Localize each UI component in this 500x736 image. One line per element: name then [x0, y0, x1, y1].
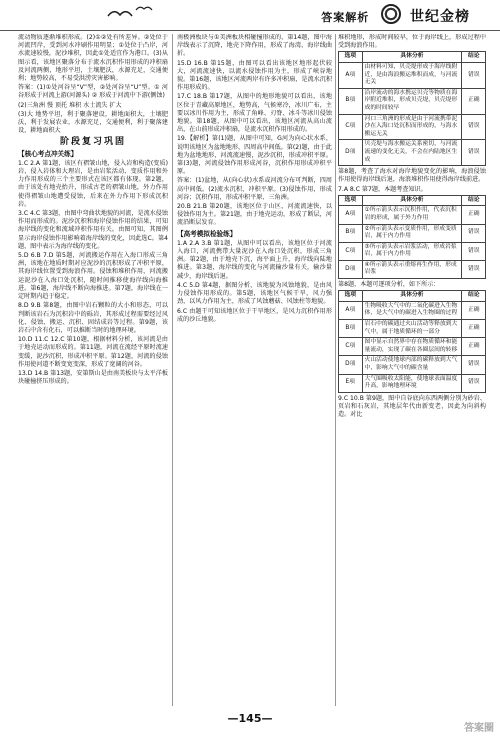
section-title: 阶段复习巩固 [59, 137, 126, 148]
paragraph: (2)三角洲 慢 顶托 堆积 水土流失 扩大 [18, 101, 122, 109]
table-cell: D项 [339, 260, 363, 278]
table-cell: 正确 [462, 88, 486, 114]
section-subtitle: 【核心考点冲关练】 [18, 149, 78, 158]
table-cell: 图中显示自然界中存在物质循环和能量流动，实现了碳在各圈层间的转移 [362, 338, 462, 356]
table-cell: 错误 [462, 242, 486, 260]
table-header: 选项 [339, 291, 363, 302]
table-cell: 正确 [462, 301, 486, 319]
table-header: 具体分析 [362, 195, 462, 206]
table-cell: C项 [339, 242, 363, 260]
analysis-table-3 [338, 290, 486, 393]
column-2 [177, 34, 332, 706]
paragraph: 流动物质逐渐堆积形成。(2)①②处有所差异。②处位于河流凹岸，受到河水冲刷作用明显；①处位于凸岸，河水流速较慢，泥沙堆积，因此①处适宜作为港口。(3)从图示看，该地区聚落分布于流水沉积作用形成的冲积扇及河流两侧，地形平坦，土壤肥沃，水源充足，交通便利；地势较高，不易受洪涝灾害影响。 [18, 34, 168, 83]
paragraph: (3)大 地势平坦，利于聚落建设，耕地面积大，土壤肥沃，利于发展农业，水源充足，交通便利，利于聚落建设，耕地面积大 [18, 110, 168, 135]
table-row [339, 301, 486, 319]
paragraph: 第8题，考查了海水对海岸地貌变化的影响，海浪侵蚀作用使得海岸线后退，海浪堆积作用使得海岸线前进。 [338, 168, 486, 184]
answer-paragraph: 3.C 4.C 第3题，由图中弯曲状地貌的河流，是流水侵蚀作用而形成的。泥沙沉积和海岸侵蚀作用的结果，可知海岸线的变化和流域冲积作用有关。由图可知，其图例显示海岸侵蚀作用影响着海岸线的变化，因此选C。第4题，图中表示为海岸线的变化。 [18, 210, 168, 250]
table-row [339, 224, 486, 242]
table-header: 具体分析 [362, 291, 462, 302]
answer-paragraph: 20.B 21.B 第20题，该地区位于山区，河流流速快，以侵蚀作用为主。第21题，由于地壳运动，形成了断层，河流沿断层发育。 [177, 203, 332, 227]
table-header: 结论 [462, 291, 486, 302]
answer-paragraph: 1.C 2.A 第1题，该区有褶皱山地，侵入岩和构造(变质)岩，侵入岩体和大理岩，是由岩浆活动、变质作用和外力作用形成的三个主要形式在该区都有体现。第2题，由于该处有地壳抬升，形成古老的褶皱山地，外力作用使得褶皱山地遭受侵蚀，后来在外力作用下形成沉积岩。 [18, 159, 168, 208]
birds-icon [104, 2, 164, 24]
paragraph: 堆积地形，形成时间较早，位于海岸线上，形成过程中受到海浪作用。 [338, 34, 486, 50]
table-cell: 大气圈吸收太阳能，使地球表面温度升高，影响地理环境 [362, 374, 462, 392]
table-cell: 错误 [462, 260, 486, 278]
paragraph: 答案：(1)①处河谷呈“V”型，②处河谷呈“U”型。① 河谷形成于河流上游(河源头) ② 形成于河流中下游(侧蚀) [18, 84, 168, 100]
answer-paragraph: 4.C 5.D 第4题，据图分析，该地貌为风蚀地貌，是由风力侵蚀作用形成的。第5题，该地区气候干旱，风力强劲，以风力作用为主，形成了风蚀蘑菇、风蚀柱等地貌。 [177, 281, 332, 306]
paragraph: 15.D 16.B 第15题，由图可以看出该地区地形起伏较大，河流流速快，以流水侵蚀作用为主，形成了峡谷地貌。第16题，该地区河流两岸有许多冲积扇，是流水沉积作用形成的。 [177, 59, 332, 92]
table-row [339, 242, 486, 260]
answer-paragraph: 8.D 9.B 第8题，由图中岩石颗粒的大小和形态，可以判断该岩石为沉积岩中的砾岩，其形成过程需要经过风化、侵蚀、搬运、沉积、固结成岩等过程。第9题，该岩石中含有化石，可以推断当时的地理环境。 [18, 302, 168, 334]
table-header-row [339, 195, 486, 206]
table-cell: B项 [339, 320, 363, 338]
table-cell: 火山活动使地球内部的碳释放到大气中，影响大气中的碳含量 [362, 356, 462, 374]
table-cell: C项 [339, 338, 363, 356]
brand-logo-icon [381, 4, 401, 24]
table-cell: ②所示箭头表示变质作用，形成变质岩，属于内力作用 [362, 224, 462, 242]
table-cell: 错误 [462, 114, 486, 140]
table-cell: ①所示箭头表示沉积作用，代表沉积岩的形成，属于外力作用 [362, 206, 462, 224]
table-header: 结论 [462, 52, 486, 63]
answer-paragraph: 答案：(1)盆地，从(向心状)水系或河流分布可判断，四周高中间低。(2)流水沉积，冲积平原。(3)侵蚀作用，形成河谷；沉积作用，形成冲积平原、三角洲。 [177, 177, 332, 201]
table-cell: 错误 [462, 224, 486, 242]
column-divider [172, 34, 173, 706]
table-row [339, 63, 486, 89]
table-cell: 由材料可知，贝壳堤形成于海岸线附近，是由海浪搬运堆积而成，与河流无关 [362, 63, 462, 89]
brand [321, 4, 470, 26]
table-cell: A项 [339, 206, 363, 224]
answer-paragraph: 13.D 14.B 第13题，安第斯山是由南美板块与太平洋板块碰撞挤压形成的。 [18, 369, 168, 386]
table-cell: C项 [339, 114, 363, 140]
brand-name: 世纪金榜 [410, 9, 470, 25]
table-cell: D项 [339, 356, 363, 374]
analysis-table-2 [338, 195, 486, 279]
table-row [339, 374, 486, 392]
table-cell: 贝壳堤与海水搬运关系密切，与河流流速的变化无关，不会在内陆地区生成 [362, 140, 462, 166]
table-cell: B项 [339, 88, 363, 114]
table-cell: 正确 [462, 338, 486, 356]
table-cell: 错误 [462, 374, 486, 392]
answer-paragraph: 17.C 18.B 第17题，从图中的地形地貌可以看出，该地区位于青藏高原地区，地势高，气候寒冷，冰川广布，主要以冰川作用为主，形成了角峰、刃脊、冰斗等冰川侵蚀地貌。第18题，从图中可以看出，该地区河流从高山流出，在山前形成冲积扇，是流水沉积作用形成的。 [177, 93, 332, 134]
table-header-row [339, 52, 486, 63]
answer-paragraph: 10.D 11.C 12.C 第10题，根据材料分析，该河流是由于地壳运动而形成的。第11题，河流在流经平原时流速变缓，泥沙沉积，形成冲积平原。第12题，河流的侵蚀作用使河道不断变宽变深，形成了宽阔的河谷。 [18, 336, 168, 368]
table-cell: 岩石中的碳通过火山活动等释放到大气中，属于地质循环的一部分 [362, 320, 462, 338]
table-cell: 正确 [462, 320, 486, 338]
header-subtitle: 答案解析 [321, 11, 370, 24]
table-cell: A项 [339, 63, 363, 89]
answer-paragraph: 7.A 8.C 第7题，本题考查知识。 [338, 185, 427, 193]
paragraph: 南极洲板块与①美洲板块相碰撞形成的，第14题，图中海岸线表示了沉降，地壳下降作用，形成了海湾，海岸线曲折。 [177, 34, 332, 58]
answer-paragraph: 6.C 由题干可知该地区位于干旱地区，是风力沉积作用形成的沙丘地貌。 [177, 307, 332, 323]
table-cell: A项 [339, 301, 363, 319]
table-cell: ③所示箭头表示岩浆活动，形成岩浆岩，属于内力作用 [362, 242, 462, 260]
table-header: 结论 [462, 195, 486, 206]
table-header: 具体分析 [362, 52, 462, 63]
table-cell: D项 [339, 140, 363, 166]
column-3 [338, 34, 486, 706]
table-row [339, 338, 486, 356]
table-cell: 正确 [462, 206, 486, 224]
section-subtitle: 【高考模拟检验练】 [177, 229, 237, 238]
table-cell: ④所示箭头表示重熔再生作用，形成岩浆 [362, 260, 462, 278]
watermark: 答案圈 [464, 723, 494, 734]
table-cell: B项 [339, 224, 363, 242]
table-cell: 错误 [462, 140, 486, 166]
table-row [339, 320, 486, 338]
table-cell: E项 [339, 374, 363, 392]
table-row [339, 356, 486, 374]
paragraph: 第8题，本题可逐项分析，如下所示： [338, 281, 440, 289]
column-1 [18, 34, 168, 706]
table-row [339, 140, 486, 166]
table-header-row [339, 291, 486, 302]
answer-paragraph: 5.D 6.B 7.D 第5题，河流搬运作用在入海口形成三角洲，该地在地质时期对应泥沙的沉积形成了冲积平原，其海岸线位置受到海浪作用。侵蚀和堆积作用，河流搬运泥沙在入海口处沉积，随时间推移使海岸线向海推进。第6题，海岸线不断向海推进。第7题，海岸线在一定时期内趋于稳定。 [18, 252, 168, 301]
answer-paragraph: 1.A 2.A 3.B 第1题，从图中可以看出，该地区位于河流入海口，河流携带大量泥沙在入海口处沉积，形成三角洲。第2题，由于地壳下沉，海平面上升，海岸线向陆地推进。第3题，海岸线的变化与河流输沙量有关，输沙量减少，海岸线后退。 [177, 239, 332, 280]
table-cell: 河口三角洲的形成是由于河流携带泥沙在入海口处沉积而形成的，与海水搬运无关 [362, 114, 462, 140]
answer-paragraph: 9.C 10.B 第9题，图中自谷底向东西两侧分别为砂岩、页岩和石灰岩，其地层年代由新变老，因此为向斜构造。对比 [338, 394, 486, 419]
table-row [339, 206, 486, 224]
page-number: —145— [227, 712, 273, 725]
table-cell: 生物吸收大气中的二氧化碳进入生物体，是大气中的碳进入生物圈的过程 [362, 301, 462, 319]
analysis-table-1 [338, 51, 486, 166]
table-cell: 错误 [462, 356, 486, 374]
table-cell: 沿岸流动的海水携运贝壳等物质在海岸附近堆积，形成贝壳堤，贝壳堤形成的时间较早 [362, 88, 462, 114]
column-divider [335, 34, 336, 706]
table-header: 选项 [339, 195, 363, 206]
page-header [0, 0, 500, 31]
table-header: 选项 [339, 52, 363, 63]
table-row [339, 260, 486, 278]
answer-paragraph: 19.【解析】第(1)题，从图中可知，G河为向心状水系，说明该地区为盆地地形，四周高中间低。第(2)题，由于此地为盆地地形，河流流速慢，泥沙沉积，形成冲积平原。第(3)题，河流侵蚀作用形成河谷，沉积作用形成冲积平原。 [177, 135, 332, 176]
table-row [339, 88, 486, 114]
table-cell: 错误 [462, 63, 486, 89]
table-row [339, 114, 486, 140]
